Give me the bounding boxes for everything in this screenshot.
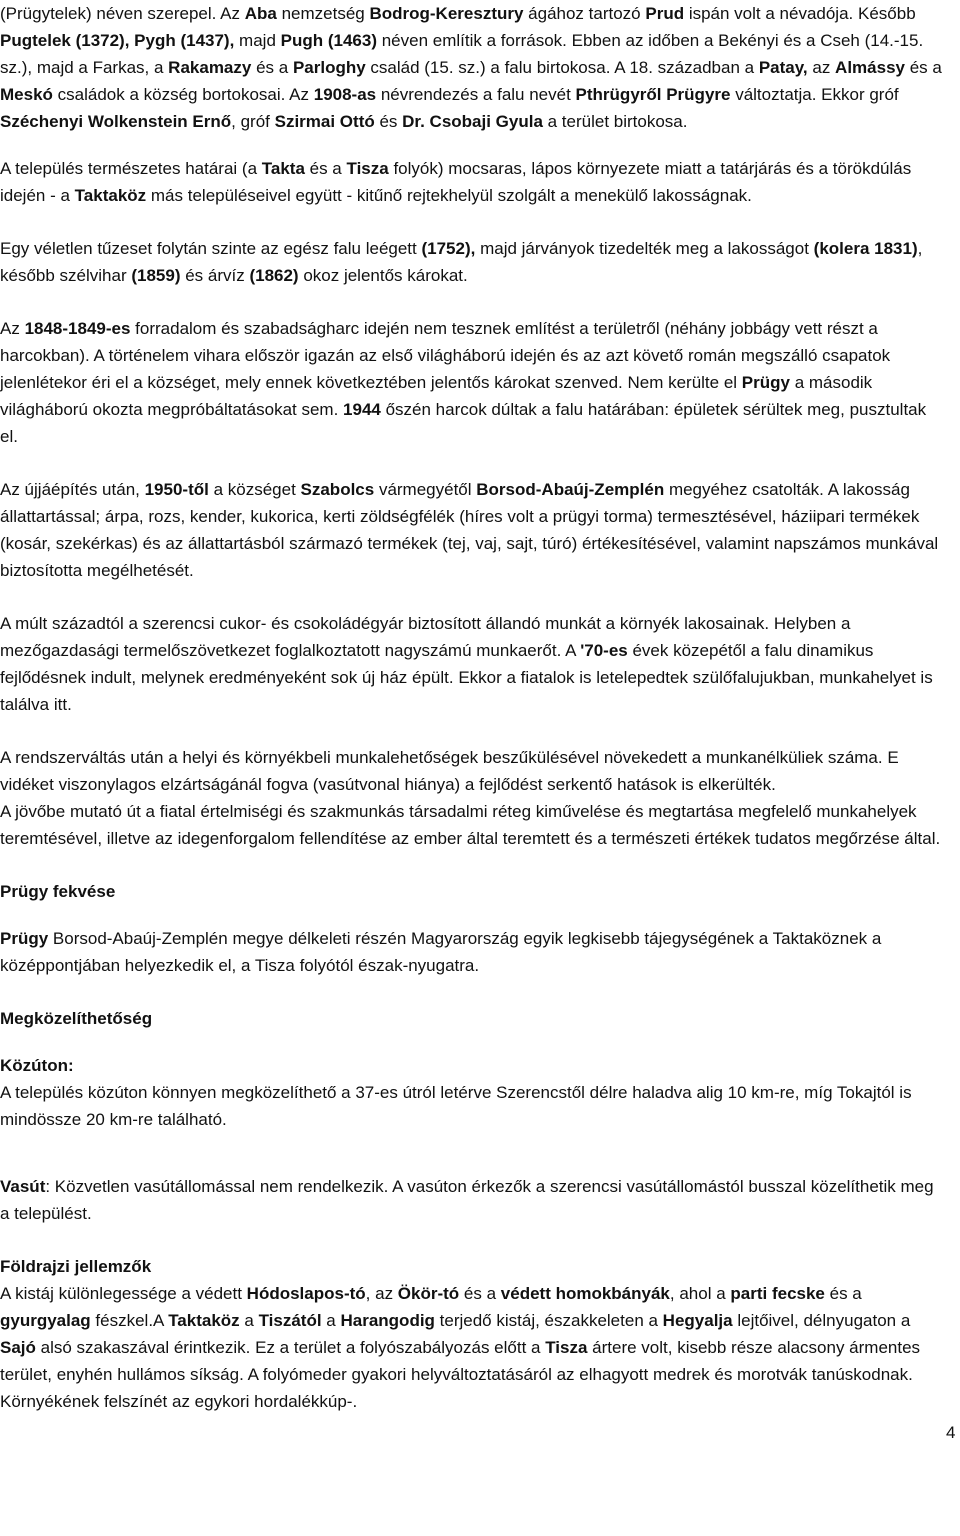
text-run: folyók) mocsaras, lápos környezete miatt a tatárjárás és a törökdúlás idején - a xyxy=(0,159,912,205)
bold-run: 1950-től xyxy=(144,480,209,499)
text-run: és xyxy=(374,112,403,131)
text-run: vármegyétől xyxy=(374,480,477,499)
bold-run: (kolera 1831) xyxy=(813,239,918,258)
bold-run: Prügy xyxy=(741,373,790,392)
text-run: Borsod-Abaúj-Zemplén megye délkeleti részén Magyarország egyik legkisebb tájegységének a Taktaköznek a középpontjában helyezkedik el, a Tisza folyótól észak-nyugatra. xyxy=(0,929,882,975)
paragraph-regime-change xyxy=(0,744,942,798)
bold-run: Bodrog-Keresztury xyxy=(369,4,524,23)
bold-run: Közúton: xyxy=(0,1056,74,1075)
text-run: évek közepétől a falu dinamikus fejlődésnek indult, melynek eredményeként sok új ház épült. Ekkor a fiatalok is letelepedtek szülőfalujukban, munkahelyet is találva itt. xyxy=(0,641,933,714)
paragraph-reconstruction xyxy=(0,476,942,584)
text-run: a második világháború okozta megpróbáltatásokat sem. xyxy=(0,373,873,419)
bold-run: Taktaköz xyxy=(74,186,147,205)
paragraph-history-origins xyxy=(0,0,942,135)
bold-run: Almássy xyxy=(835,58,905,77)
text-run: a terület birtokosa. xyxy=(542,112,688,131)
bold-run: Sajó xyxy=(0,1338,36,1357)
bold-run: gyurgyalag xyxy=(0,1311,91,1330)
text-run: forradalom és szabadságharc idején nem tesznek említést a területről (néhány jobbágy vett részt a harcokban). A történelem vihara először igazán az első világháború idején és az azt követő román megszálló csapatok jelenlétekor éri el a községet, mely ennek következtében jelentős károkat szenved. Nem kerülte el xyxy=(0,319,891,392)
bold-run: Pthrügyről Prügyre xyxy=(575,85,731,104)
text-run: névrendezés a falu nevét xyxy=(376,85,576,104)
bold-run: Patay, xyxy=(758,58,808,77)
bold-run: Dr. Csobaji Gyula xyxy=(402,112,543,131)
bold-run: 1848-1849-es xyxy=(24,319,131,338)
text-run: és a xyxy=(251,58,293,77)
bold-run: Megközelíthetőség xyxy=(0,1009,153,1028)
text-run: Az xyxy=(0,319,25,338)
paragraph-geography xyxy=(0,1280,942,1415)
paragraph-disasters xyxy=(0,235,942,289)
bold-run: Pugtelek (1372), Pygh (1437), xyxy=(0,31,235,50)
text-run: család (15. sz.) a falu birtokosa. A 18. században a xyxy=(365,58,759,77)
bold-run: Ökör-tó xyxy=(397,1284,460,1303)
paragraph-road-access xyxy=(0,1079,942,1133)
section-heading-accessibility xyxy=(0,1005,942,1032)
paragraph-wars xyxy=(0,315,942,450)
text-run: a xyxy=(239,1311,259,1330)
text-run: A jövőbe mutató út a fiatal értelmiségi és szakmunkás társadalmi réteg kiművelése és megtartása megfelelő munkahelyek teremtésével, illetve az idegenforgalom fellendítése az ember által teremtett és a természeti értékek tudatos megőrzése által. xyxy=(0,802,941,848)
bold-run: Vasút xyxy=(0,1177,46,1196)
text-run: megyéhez csatolták. A lakosság állattartással; árpa, rozs, kender, kukorica, kerti zöldségfélék (híres volt a prügyi torma) termesztésével, háziipari termékek (kosár, szekérkas) és az állattartásból származó termékek (tej, vaj, sajt, túró) értékesítésével, valamint napszámos munkával biztosította megélhetését. xyxy=(0,480,939,580)
bold-run: Földrajzi jellemzők xyxy=(0,1257,152,1276)
bold-run: Tisza xyxy=(346,159,389,178)
text-run: családok a község bortokosai. Az xyxy=(52,85,314,104)
text-run: más településeivel együtt - kitűnő rejtekhelyül szolgált a menekülő lakosságnak. xyxy=(146,186,752,205)
text-run: majd xyxy=(234,31,281,50)
text-run: az xyxy=(807,58,836,77)
page-number: 4 xyxy=(946,1423,956,1442)
bold-run: Tisza xyxy=(545,1338,588,1357)
bold-run: Hódoslapos-tó xyxy=(246,1284,366,1303)
text-run: (Prügytelek) néven szerepel. Az xyxy=(0,4,245,23)
text-run: A múlt századtól a szerencsi cukor- és csokoládégyár biztosított állandó munkát a környék lakosainak. Helyben a mezőgazdasági termelőszövetkezet foglalkoztatott nagyszámú munkaerőt. A xyxy=(0,614,851,660)
bold-run: Prügy xyxy=(0,929,49,948)
subheading-road xyxy=(0,1052,942,1079)
bold-run: (1862) xyxy=(249,266,299,285)
bold-run: Rakamazy xyxy=(168,58,252,77)
section-heading-geography xyxy=(0,1253,942,1280)
bold-run: '70-es xyxy=(580,641,628,660)
bold-run: Parloghy xyxy=(292,58,366,77)
bold-run: 1944 xyxy=(343,400,381,419)
bold-run: Harangodig xyxy=(340,1311,435,1330)
text-run: nemzetség xyxy=(276,4,370,23)
text-run: terjedő kistáj, északkeleten a xyxy=(434,1311,663,1330)
text-run: , az xyxy=(365,1284,398,1303)
text-run: , ahol a xyxy=(669,1284,731,1303)
text-run: okoz jelentős károkat. xyxy=(298,266,468,285)
section-heading-location xyxy=(0,878,942,905)
text-run: A település természetes határai (a xyxy=(0,159,262,178)
text-run: ágához tartozó xyxy=(523,4,646,23)
text-run: és a xyxy=(904,58,942,77)
text-run: a községet xyxy=(208,480,301,499)
bold-run: (1859) xyxy=(131,266,181,285)
bold-run: Takta xyxy=(261,159,305,178)
text-run: , gróf xyxy=(231,112,275,131)
text-run: és a xyxy=(824,1284,862,1303)
bold-run: Taktaköz xyxy=(168,1311,240,1330)
paragraph-future xyxy=(0,798,942,852)
paragraph-location xyxy=(0,925,942,979)
paragraph-rail-access xyxy=(0,1173,942,1227)
text-run: őszén harcok dúltak a falu határában: épületek sérültek meg, pusztultak el. xyxy=(0,400,927,446)
bold-run: Pugh (1463) xyxy=(280,31,377,50)
bold-run: Szabolcs xyxy=(300,480,375,499)
text-run: alsó szakaszával érintkezik. Ez a terület a folyószabályozás előtt a xyxy=(35,1338,546,1357)
bold-run: Széchenyi Wolkenstein Ernő xyxy=(0,112,232,131)
text-run: ártere volt, kisebb része alacsony ármentes terület, enyhén hullámos síkság. A folyómeder gyakori helyváltoztatásáról az elhagyott medrek és morotvák tanúskodnak. Környékének felszínét az egykori hordalékkúp-. xyxy=(0,1338,921,1411)
text-run: változtatja. Ekkor gróf xyxy=(730,85,899,104)
text-run: Egy véletlen tűzeset folytán szinte az egész falu leégett xyxy=(0,239,422,258)
text-run: A rendszerváltás után a helyi és környékbeli munkalehetőségek beszűkülésével növekedett a munkanélküliek száma. E vidéket viszonylagos elzártságánál fogva (vasútvonal hiánya) a fejlődést serkentő hatások is elkerülték. xyxy=(0,748,899,794)
bold-run: Prügy fekvése xyxy=(0,882,116,901)
bold-run: Aba xyxy=(244,4,277,23)
text-run: és a xyxy=(459,1284,501,1303)
text-run: majd járványok tizedelték meg a lakosságot xyxy=(475,239,814,258)
paragraph-natural-borders xyxy=(0,155,942,209)
text-run: a xyxy=(321,1311,341,1330)
bold-run: védett homokbányák xyxy=(500,1284,670,1303)
bold-run: (1752), xyxy=(421,239,476,258)
text-run: fészkel.A xyxy=(90,1311,169,1330)
text-run: és a xyxy=(304,159,347,178)
bold-run: Prud xyxy=(645,4,685,23)
bold-run: Hegyalja xyxy=(662,1311,733,1330)
text-run: Az újjáépítés után, xyxy=(0,480,145,499)
text-run: ispán volt a névadója. Később xyxy=(684,4,916,23)
text-run: néven említik a források. Ebben az időben a Bekényi és a Cseh (14.-15. sz.), majd a Farkas, a xyxy=(0,31,924,77)
text-run: és árvíz xyxy=(180,266,250,285)
text-run: A település közúton könnyen megközelíthető a 37-es útról letérve Szerencstől délre haladva alig 10 km-re, míg Tokajtól is mindössze 20 km-re található. xyxy=(0,1083,912,1129)
bold-run: 1908-as xyxy=(313,85,377,104)
text-run: lejtőivel, délnyugaton a xyxy=(732,1311,911,1330)
bold-run: Tiszától xyxy=(258,1311,322,1330)
bold-run: parti fecske xyxy=(730,1284,825,1303)
bold-run: Borsod-Abaúj-Zemplén xyxy=(476,480,665,499)
text-run: , később szélvihar xyxy=(0,239,923,285)
bold-run: Szirmai Ottó xyxy=(274,112,375,131)
text-run: : Közvetlen vasútállomással nem rendelkezik. A vasúton érkezők a szerencsi vasútállomástól busszal közelíthetik meg a települést. xyxy=(0,1177,934,1223)
bold-run: Meskó xyxy=(0,85,53,104)
text-run: A kistáj különlegessége a védett xyxy=(0,1284,247,1303)
paragraph-employment xyxy=(0,610,942,718)
